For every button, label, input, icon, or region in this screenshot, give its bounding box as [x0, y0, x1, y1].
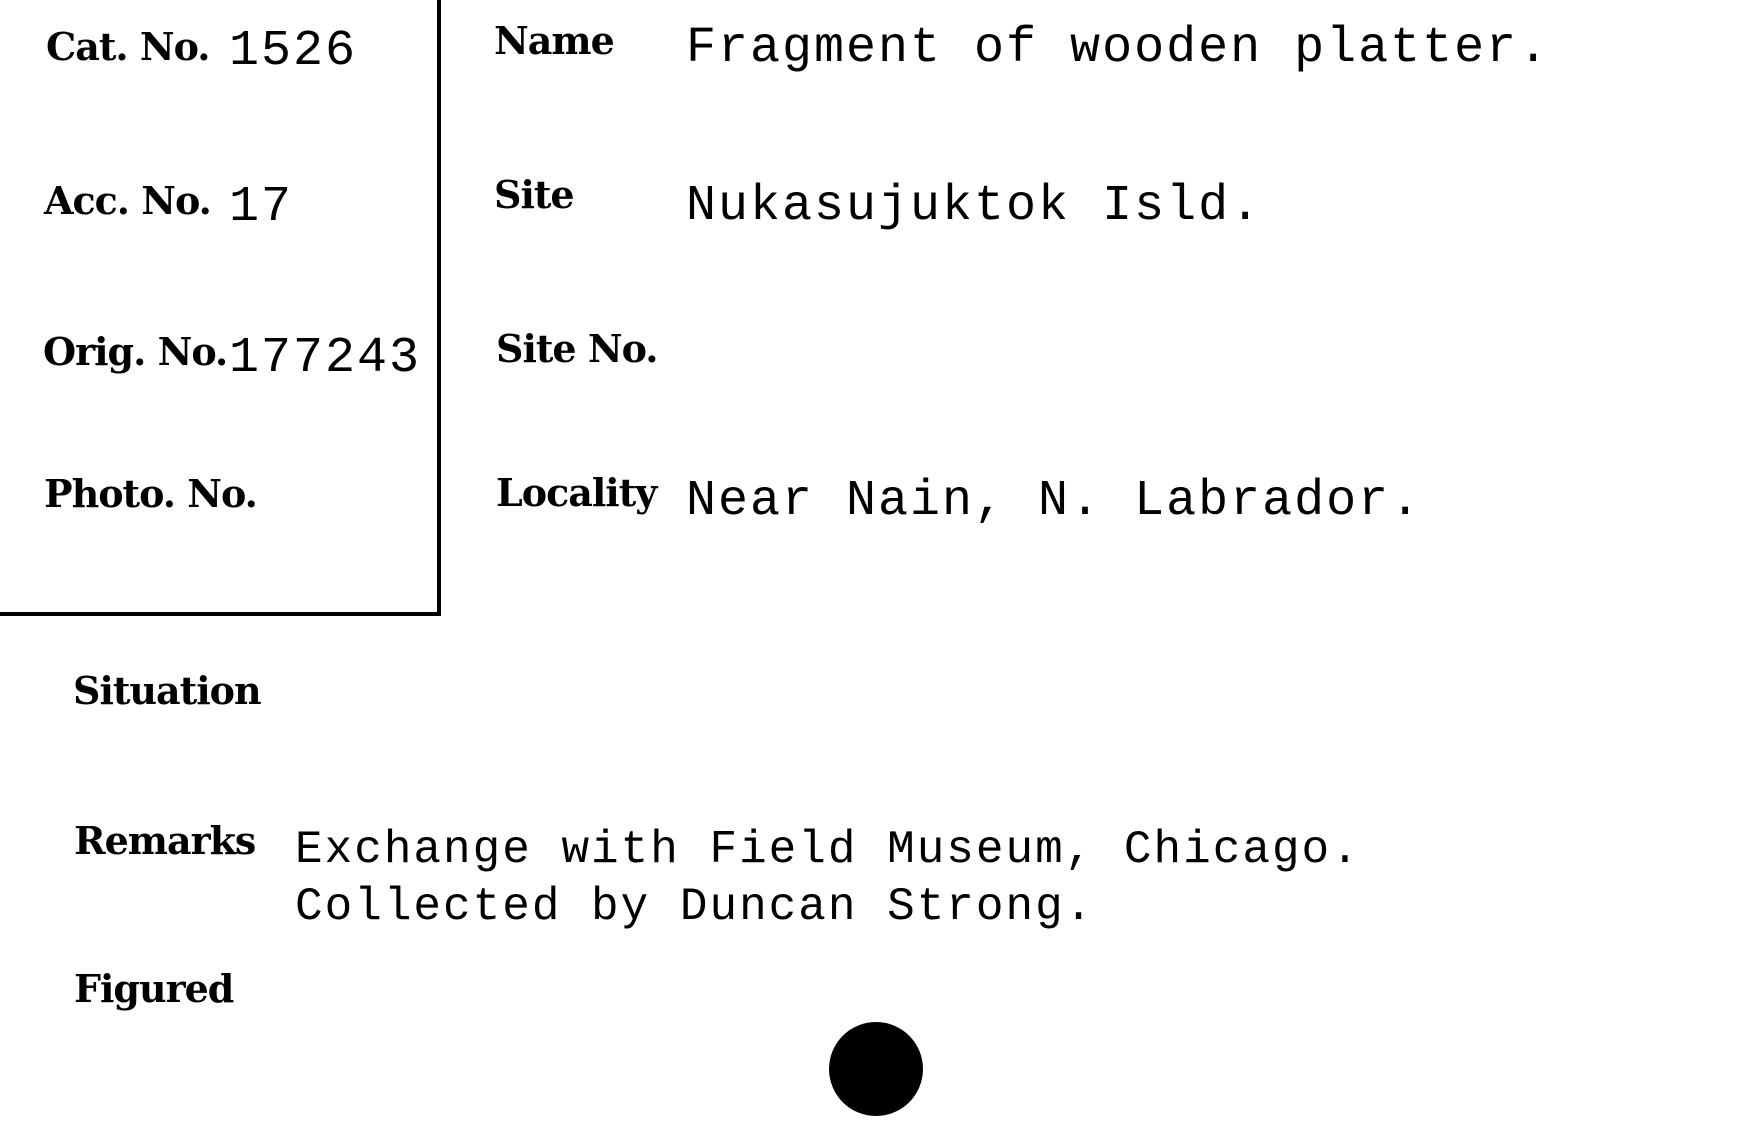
- orig-no-value: 177243: [229, 330, 422, 387]
- acc-no-value: 17: [229, 179, 294, 236]
- site-label: Site: [494, 172, 574, 217]
- site-no-label: Site No.: [496, 326, 658, 371]
- figured-label: Figured: [74, 966, 234, 1011]
- situation-label: Situation: [73, 668, 261, 713]
- punch-hole: [829, 1022, 923, 1116]
- name-label: Name: [494, 18, 614, 63]
- locality-value: Near Nain, N. Labrador.: [686, 473, 1423, 530]
- remarks-text: [295, 822, 1361, 936]
- site-value: Nukasujuktok Isld.: [686, 178, 1263, 235]
- photo-no-label: Photo. No.: [44, 471, 257, 516]
- orig-no-label: Orig. No.: [43, 329, 228, 374]
- locality-label: Locality: [496, 470, 657, 515]
- remarks-line: Exchange with Field Museum, Chicago.: [295, 824, 1361, 876]
- acc-no-label: Acc. No.: [44, 178, 211, 223]
- identification-box: [0, 0, 441, 616]
- remarks-line: Collected by Duncan Strong.: [295, 881, 1095, 933]
- remarks-label: Remarks: [74, 818, 256, 863]
- name-value: Fragment of wooden platter.: [686, 20, 1551, 77]
- cat-no-label: Cat. No.: [46, 24, 210, 69]
- cat-no-value: 1526: [229, 23, 358, 80]
